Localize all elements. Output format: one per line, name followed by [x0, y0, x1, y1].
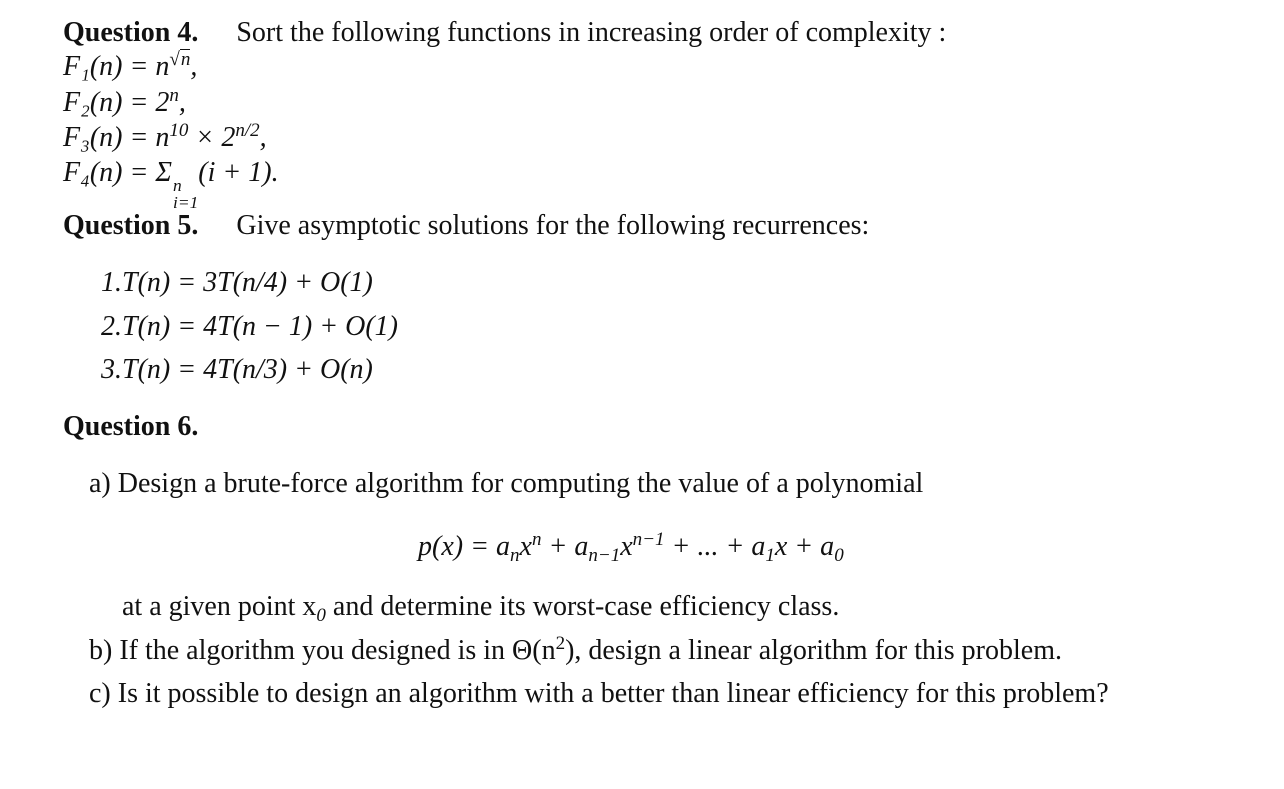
polynomial-equation [418, 530, 844, 564]
f3-line: $F_3(n) = n^{10} \times 2^{n/2}$, [63, 119, 267, 153]
q4-label: Question 4. [63, 17, 199, 48]
q6-header [63, 410, 198, 444]
b-text-2: ), design a linear algorithm for this problem. [565, 635, 1062, 666]
poly-sub-n: n [509, 544, 520, 566]
recurrence-2: 2.T(n) = 4T(n − 1) + O(1) [101, 311, 398, 342]
poly-p4: x [620, 531, 633, 562]
q5-label: Question 5. [63, 210, 199, 241]
poly-p2: x [519, 531, 532, 562]
f1-line: $F_1(n) = n^{√n}$, [63, 48, 198, 82]
b-exp: 2 [555, 632, 566, 654]
f1-sqrt-arg: n [180, 48, 191, 70]
poly-sub-0: 0 [834, 544, 844, 566]
poly-p6: x + a [774, 531, 835, 562]
q5-prompt: Give asymptotic solutions for the following recurrences: [236, 210, 870, 241]
f1-lhs: F₁(n) = n [63, 51, 170, 82]
poly-sub-n1: n−1 [588, 544, 621, 566]
q6-part-c: c) Is it possible to design an algorithm with a better than linear efficiency for this problem? [89, 678, 1109, 709]
q6-part-b [89, 634, 1062, 668]
poly-exp-n1: n−1 [632, 528, 665, 550]
f3-mid: × 2 [188, 122, 236, 153]
f2-exp: n [169, 84, 179, 106]
f4-rest: (i + 1). [198, 157, 279, 188]
f4-lower: i=1 [173, 192, 199, 212]
f2-line: $F_2(n) = 2^n$, [63, 84, 186, 118]
q6-part-a: a) Design a brute-force algorithm for computing the value of a polynomial [89, 468, 924, 499]
f3-exp1: 10 [169, 119, 189, 141]
poly-sub-1: 1 [765, 544, 775, 566]
q6-part-a-continued [122, 590, 839, 624]
a-cont-sub: 0 [316, 604, 326, 626]
q6-label: Question 6. [63, 411, 199, 442]
q4-prompt: Sort the following functions in increasing order of complexity : [236, 17, 947, 48]
recurrence-1: 1.T(n) = 3T(n/4) + O(1) [101, 267, 373, 298]
poly-exp-n: n [531, 528, 542, 550]
q4-header [63, 16, 946, 50]
f4-limits [173, 177, 198, 212]
poly-p1: p(x) = a [418, 531, 510, 562]
q5-header [63, 209, 869, 243]
f4-line [63, 156, 279, 211]
f4-lhs: F₄(n) = Σ [63, 157, 173, 188]
b-text-1: b) If the algorithm you designed is in Θ(n [89, 635, 556, 666]
a-cont-2: and determine its worst-case efficiency class. [325, 591, 840, 622]
f4-upper: n [173, 175, 182, 195]
a-cont-1: at a given point x [122, 591, 317, 622]
poly-p3: + a [541, 531, 589, 562]
f3-exp2: n/2 [235, 119, 260, 141]
f3-lhs: F₃(n) = n [63, 122, 170, 153]
recurrence-3: 3.T(n) = 4T(n/3) + O(n) [101, 354, 373, 385]
f2-lhs: F₂(n) = 2 [63, 87, 170, 118]
poly-p5: + ... + a [664, 531, 766, 562]
